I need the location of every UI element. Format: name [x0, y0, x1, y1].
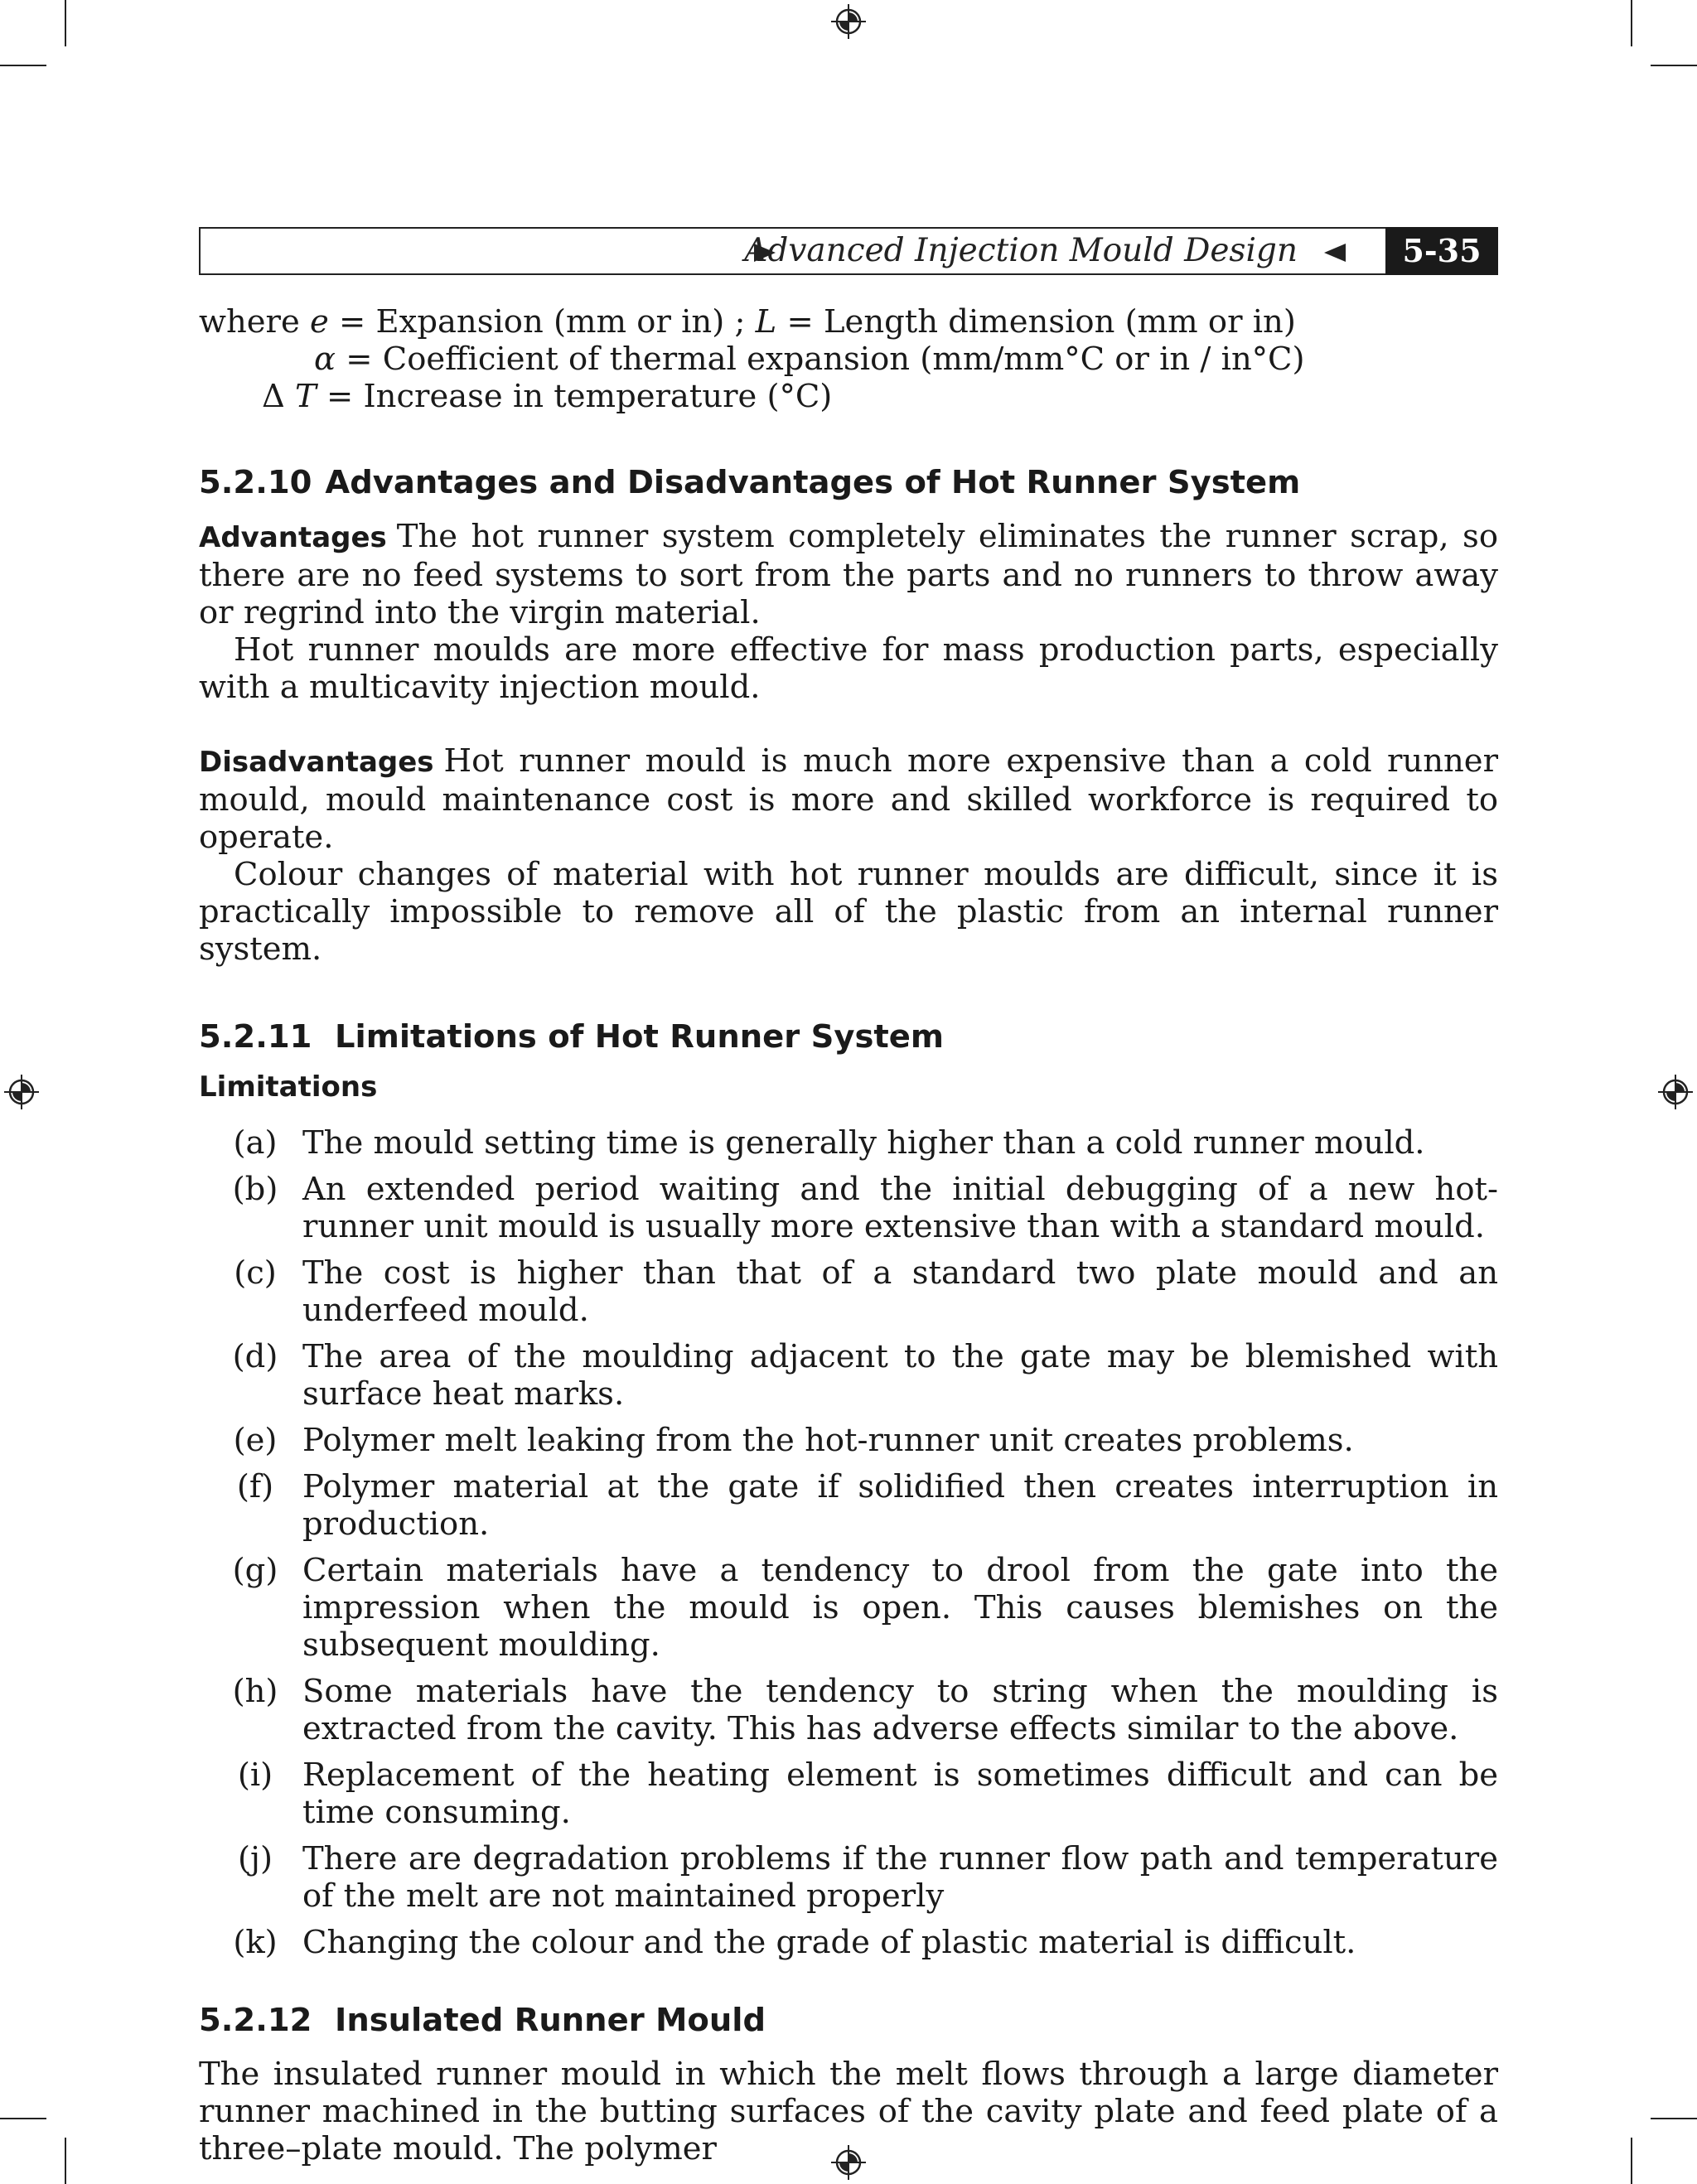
crop-mark [1631, 2138, 1632, 2184]
advantages-paragraph-2: Hot runner moulds are more effective for mass production parts, especially with a multicavity injection mould. [199, 631, 1498, 706]
list-item: (d) The area of the moulding adjacent to the gate may be blemished with surface heat marks. [232, 1338, 1498, 1413]
page-number: 5-35 [1385, 227, 1498, 275]
crop-mark [1631, 0, 1632, 46]
equation-legend-line: α = Coefficient of thermal expansion (mm/mm°C or in / in°C) [314, 341, 1305, 378]
equation-legend [199, 303, 1498, 415]
section-heading-5-2-10: 5.2.10 Advantages and Disadvantages of Hot Runner System [199, 464, 1301, 501]
list-item: (e) Polymer melt leaking from the hot-runner unit creates problems. [233, 1422, 1354, 1459]
running-header-title: Advanced Injection Mould Design [744, 232, 1298, 269]
list-item: (a) The mould setting time is generally higher than a cold runner mould. [233, 1124, 1425, 1162]
list-item: (k) Changing the colour and the grade of plastic material is difficult. [233, 1924, 1356, 1961]
limitations-subheading: Limitations [199, 1070, 378, 1104]
registration-mark-icon [4, 1075, 39, 1109]
crop-mark [1651, 2118, 1697, 2119]
section-heading-5-2-11: 5.2.11 Limitations of Hot Runner System [199, 1018, 945, 1056]
list-item: (b) An extended period waiting and the initial debugging of a new hot-runner unit mould is usually more extensive than with a standard mould. [232, 1171, 1498, 1245]
insulated-runner-paragraph: The insulated runner mould in which the melt flows through a large diameter runner machined in the butting surfaces of the cavity plate and feed plate of a three–plate mould. The polymer [199, 2056, 1498, 2167]
equation-legend-line: Δ T = Increase in temperature (°C) [262, 378, 833, 415]
list-item: (h) Some materials have the tendency to string when the moulding is extracted from the cavity. This has adverse effects similar to the above. [232, 1673, 1498, 1747]
equation-legend-line: where e = Expansion (mm or in) ; L = Length dimension (mm or in) [199, 303, 1296, 341]
triangle-left-icon [1324, 244, 1346, 262]
list-item: (f) Polymer material at the gate if solidified then creates interruption in production. [236, 1468, 1498, 1543]
registration-mark-icon [1658, 1075, 1693, 1109]
limitations-list [199, 1124, 1498, 1961]
crop-mark [0, 2118, 46, 2119]
crop-mark [65, 2138, 66, 2184]
disadvantages-paragraph-2: Colour changes of material with hot runner moulds are difficult, since it is practically impossible to remove all of the plastic from an internal runner system. [199, 856, 1498, 968]
crop-mark [65, 0, 66, 46]
list-item: (j) There are degradation problems if the runner flow path and temperature of the melt are not maintained properly [238, 1840, 1498, 1915]
page-content [199, 227, 1498, 2167]
list-item: (c) The cost is higher than that of a standard two plate mould and an underfeed mould. [234, 1254, 1498, 1329]
running-header [199, 227, 1498, 275]
list-item: (i) Replacement of the heating element is sometimes difficult and can be time consuming. [237, 1756, 1498, 1831]
section-heading-5-2-12: 5.2.12 Insulated Runner Mould [199, 2002, 766, 2039]
crop-mark [1651, 65, 1697, 66]
disadvantages-paragraph: Disadvantages Hot runner mould is much more expensive than a cold runner mould, mould maintenance cost is more and skilled workforce is required to operate. [199, 742, 1498, 856]
advantages-paragraph: Advantages The hot runner system completely eliminates the runner scrap, so there are no feed systems to sort from the parts and no runners to throw away or regrind into the virgin material. [199, 518, 1498, 631]
list-item: (g) Certain materials have a tendency to drool from the gate into the impression when the mould is open. This causes blemishes on the subsequent moulding. [232, 1552, 1498, 1664]
registration-mark-icon [831, 4, 866, 39]
crop-mark [0, 65, 46, 66]
